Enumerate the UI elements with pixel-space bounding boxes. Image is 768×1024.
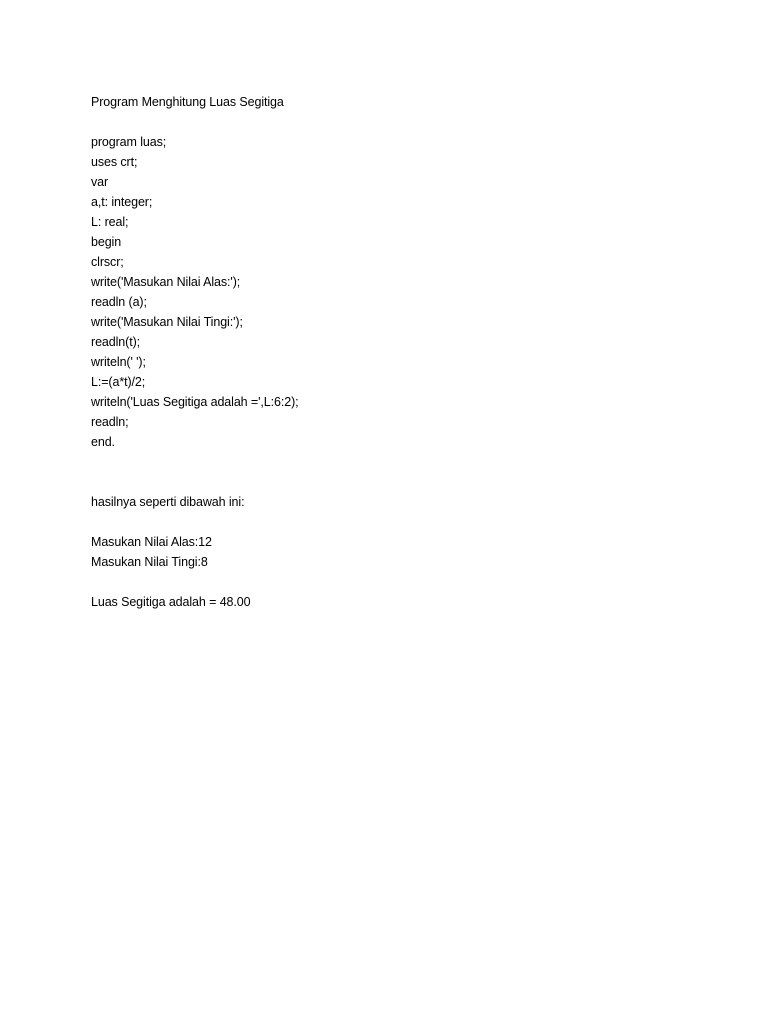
code-line: write('Masukan Nilai Tingi:'); bbox=[91, 315, 243, 329]
code-line: uses crt; bbox=[91, 155, 138, 169]
code-line: writeln('Luas Segitiga adalah =',L:6:2); bbox=[91, 395, 299, 409]
blank-line bbox=[91, 572, 711, 592]
code-line: var bbox=[91, 175, 109, 189]
output-line: Masukan Nilai Tingi:8 bbox=[91, 555, 208, 569]
blank-line bbox=[91, 512, 711, 532]
code-line: readln(t); bbox=[91, 335, 141, 349]
code-line: readln (a); bbox=[91, 295, 147, 309]
code-line: begin bbox=[91, 235, 122, 249]
blank-space bbox=[91, 452, 711, 492]
code-line: readln; bbox=[91, 415, 129, 429]
result-intro: hasilnya seperti dibawah ini: bbox=[91, 495, 245, 509]
document-content bbox=[91, 92, 711, 612]
document-title: Program Menghitung Luas Segitiga bbox=[91, 95, 284, 109]
result-line: Luas Segitiga adalah = 48.00 bbox=[91, 595, 251, 609]
output-line: Masukan Nilai Alas:12 bbox=[91, 535, 212, 549]
code-line: writeln(' '); bbox=[91, 355, 146, 369]
code-line: L:=(a*t)/2; bbox=[91, 375, 146, 389]
blank-line bbox=[91, 112, 711, 132]
code-line: a,t: integer; bbox=[91, 195, 153, 209]
code-line: L: real; bbox=[91, 215, 129, 229]
code-line: clrscr; bbox=[91, 255, 124, 269]
code-line: end. bbox=[91, 435, 115, 449]
code-line: program luas; bbox=[91, 135, 167, 149]
code-line: write('Masukan Nilai Alas:'); bbox=[91, 275, 241, 289]
